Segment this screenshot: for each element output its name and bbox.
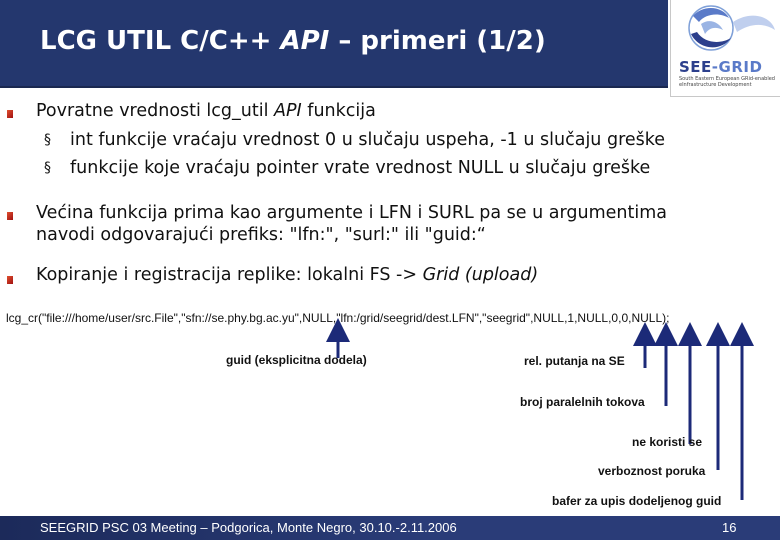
annotation-streams: broj paralelnih tokova [520, 395, 645, 409]
annotation-unused: ne koristi se [632, 435, 703, 449]
code-line: lcg_cr("file:///home/user/src.File","sfn://se.phy.bg.ac.yu",NULL,"lfn:/grid/seegrid/dest.LFN","seegrid",NULL,1,NULL,0,0,NULL); [6, 311, 670, 325]
subbullet-2: funkcije koje vraćaju pointer vrate vrednost NULL u slučaju greške [70, 158, 651, 178]
annotation-buffer: bafer za upis dodeljenog guid [552, 494, 722, 508]
annotation-verbose: verboznost poruka [598, 464, 706, 478]
footer-bar [0, 516, 780, 540]
logo-wordmark: SEE-GRID [679, 58, 763, 76]
logo-subtitle: South Eastern European GRid-enabled eInfrastructure Development [679, 76, 775, 88]
annotation-guid: guid (eksplicitna dodela) [226, 353, 367, 367]
bullet-2-line-2: navodi odgovarajući prefiks: "lfn:", "surl:" ili "guid:“ [36, 225, 486, 245]
bullet-2-line-1: Većina funkcija prima kao argumente i LFN i SURL pa se u argumentima [36, 203, 667, 223]
subbullet-marker: § [44, 160, 51, 176]
subbullet-1: int funkcije vraćaju vrednost 0 u slučaju uspeha, -1 u slučaju greške [70, 130, 666, 150]
bullet-3: Kopiranje i registracija replike: lokalni FS -> Grid (upload) [36, 265, 539, 285]
slide-title: LCG UTIL C/C++ API – primeri (1/2) [40, 26, 546, 56]
subbullet-marker: § [44, 132, 51, 148]
bullet-1: Povratne vrednosti lcg_util API funkcija [36, 101, 376, 121]
footer-text: SEEGRID PSC 03 Meeting – Podgorica, Monte Negro, 30.10.-2.11.2006 [40, 520, 457, 535]
annotation-relpath: rel. putanja na SE [524, 354, 625, 368]
page-number: 16 [722, 520, 737, 535]
